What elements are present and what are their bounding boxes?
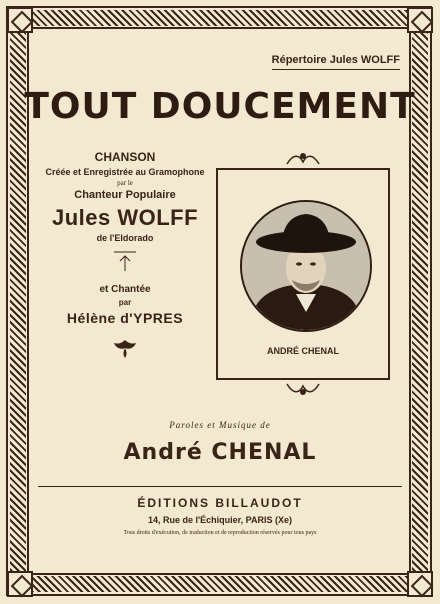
singer-name: Jules WOLFF bbox=[51, 205, 199, 230]
corner-ornament-top-left bbox=[7, 7, 33, 33]
repertoire-label: Répertoire Jules WOLFF bbox=[272, 54, 400, 70]
created-recorded-text: Créée et Enregistrée au Gramophone bbox=[45, 167, 205, 177]
second-singer-name: Hélène d'YPRES bbox=[66, 310, 184, 326]
portrait-photo bbox=[240, 200, 372, 332]
song-title: TOUT DOUCEMENT bbox=[24, 86, 416, 127]
par-text: par bbox=[118, 298, 132, 307]
corner-ornament-bottom-right bbox=[407, 571, 433, 597]
arrow-ornament-icon bbox=[110, 249, 140, 273]
portrait-caption: ANDRÉ CHENAL bbox=[267, 346, 339, 356]
divider-line bbox=[38, 486, 402, 487]
lyrics-music-by-label: Paroles et Musique de bbox=[169, 420, 271, 430]
publisher-address: 14, Rue de l'Échiquier, PARIS (Xe) bbox=[147, 515, 292, 525]
author-name: André CHENAL bbox=[123, 440, 317, 465]
corner-ornament-bottom-left bbox=[7, 571, 33, 597]
fleuron-ornament-icon bbox=[112, 338, 138, 360]
corner-ornament-top-right bbox=[407, 7, 433, 33]
chanteur-populaire-text: Chanteur Populaire bbox=[74, 189, 176, 201]
portrait-frame bbox=[216, 168, 390, 380]
et-chantee-text: et Chantée bbox=[99, 284, 151, 295]
venue-text: de l'Eldorado bbox=[96, 233, 154, 243]
credits-column bbox=[40, 150, 210, 365]
scroll-ornament-bottom-icon bbox=[283, 380, 323, 398]
publisher-name: ÉDITIONS BILLAUDOT bbox=[137, 496, 303, 510]
scroll-ornament-top-icon bbox=[283, 150, 323, 168]
par-le-text: par le bbox=[117, 179, 133, 187]
chanson-label: CHANSON bbox=[94, 150, 156, 164]
man-in-hat-portrait-icon bbox=[242, 202, 370, 330]
rights-notice: Tous droits d'exécution, de traduction et de reproduction réservés pour tous pays bbox=[123, 530, 317, 536]
